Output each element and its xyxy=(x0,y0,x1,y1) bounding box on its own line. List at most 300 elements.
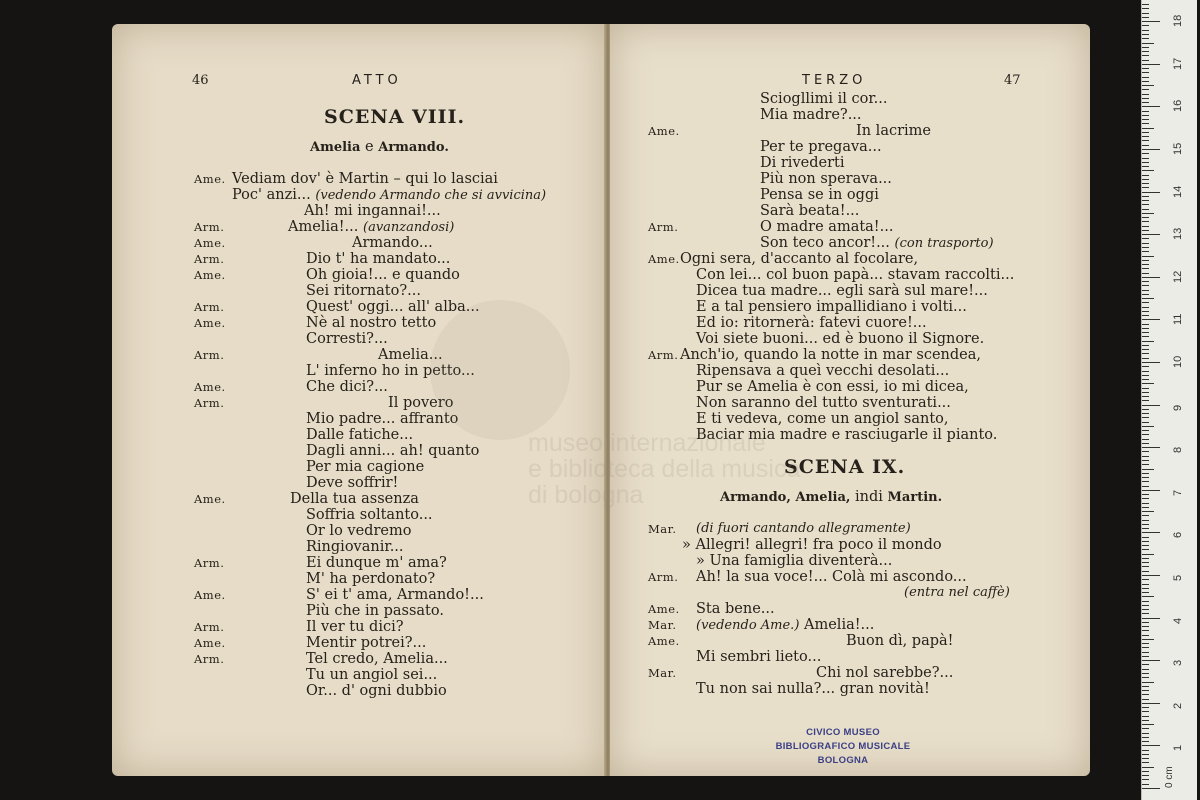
ruler-label: 12 xyxy=(1172,270,1184,283)
ruler-tick xyxy=(1142,34,1149,35)
cast-name: Armando. xyxy=(378,140,449,155)
speaker-label: Arm. xyxy=(194,556,225,570)
ruler-tick xyxy=(1142,720,1149,721)
verse-line: Tu non sai nulla?... gran novità! xyxy=(696,681,930,697)
ruler-tick xyxy=(1142,707,1149,708)
ruler-tick xyxy=(1142,153,1149,154)
speaker-label: Ame. xyxy=(194,492,226,506)
ruler-tick xyxy=(1142,400,1149,401)
stage-direction: (vedendo Armando che si avvicina) xyxy=(315,188,547,203)
verse-line: Ah! mi ingannai!... xyxy=(304,203,441,219)
ruler-label: 17 xyxy=(1172,57,1184,70)
ruler-tick xyxy=(1142,358,1149,359)
verse-line: L' inferno ho in petto... xyxy=(306,363,475,379)
ruler-tick xyxy=(1142,724,1154,725)
ruler-tick xyxy=(1142,541,1149,542)
ruler-tick xyxy=(1142,647,1149,648)
ruler-tick xyxy=(1142,4,1149,5)
ruler-tick xyxy=(1142,460,1149,461)
ruler-tick xyxy=(1142,686,1149,687)
ruler-tick xyxy=(1142,85,1154,86)
ruler-tick xyxy=(1142,728,1149,729)
cast-name: Amelia xyxy=(310,140,361,155)
watermark-text xyxy=(528,430,828,508)
ruler-tick xyxy=(1142,94,1149,95)
verse-line: Sta bene... xyxy=(696,601,775,617)
ruler-tick xyxy=(1142,775,1149,776)
ruler-label: 9 xyxy=(1172,404,1184,411)
verse-line: Ah! la sua voce!... Colà mi ascondo... xyxy=(696,569,967,585)
ruler-tick xyxy=(1142,711,1149,712)
verse-line: Più non sperava... xyxy=(760,171,892,187)
ruler-tick xyxy=(1142,383,1154,384)
verse-line: » Allegri! allegri! fra poco il mondo xyxy=(682,537,942,553)
verse-line: Ripensava a queì vecchi desolati... xyxy=(696,363,950,379)
ruler-tick xyxy=(1142,366,1149,367)
speaker-label: Arm. xyxy=(194,348,225,362)
ruler-tick xyxy=(1142,221,1149,222)
ruler-tick xyxy=(1142,319,1160,320)
ruler-tick xyxy=(1142,315,1149,316)
ruler-tick xyxy=(1142,204,1149,205)
ruler-tick xyxy=(1142,511,1154,512)
ruler-tick xyxy=(1142,281,1149,282)
ruler-tick xyxy=(1142,388,1149,389)
ruler-tick xyxy=(1142,699,1149,700)
ruler-tick xyxy=(1142,690,1149,691)
ruler-tick xyxy=(1142,183,1149,184)
ruler-tick xyxy=(1142,8,1149,9)
ruler-tick xyxy=(1142,618,1160,619)
stamp-line: BIBLIOGRAFICO MUSICALE xyxy=(775,741,911,752)
cast-name: Martin. xyxy=(887,490,943,505)
ruler-tick xyxy=(1142,630,1149,631)
ruler-tick xyxy=(1142,341,1154,342)
running-head-right: TERZO xyxy=(802,73,867,88)
verse-line: In lacrime xyxy=(856,123,931,139)
ruler-tick xyxy=(1142,226,1149,227)
ruler-tick xyxy=(1142,123,1149,124)
stage-direction: (entra nel caffè) xyxy=(904,585,1010,600)
verse-line: Ed io: ritornerà: fatevi cuore!... xyxy=(696,315,927,331)
ruler-tick xyxy=(1142,89,1149,90)
ruler-label: 5 xyxy=(1172,574,1184,581)
ruler-label: 6 xyxy=(1172,532,1184,539)
ruler-tick xyxy=(1142,145,1149,146)
ruler-tick xyxy=(1142,469,1154,470)
speaker-label: Arm. xyxy=(194,620,225,634)
ruler-tick xyxy=(1142,311,1149,312)
ruler-tick xyxy=(1142,503,1149,504)
ruler-tick xyxy=(1142,200,1149,201)
ruler-tick xyxy=(1142,149,1160,150)
verse-line: Mentir potrei?... xyxy=(306,635,427,651)
ruler-tick xyxy=(1142,336,1149,337)
verse-line: Or... d' ogni dubbio xyxy=(306,683,447,699)
speaker-label: Ame. xyxy=(194,172,226,186)
ruler-tick xyxy=(1142,166,1149,167)
stamp-line: CIVICO MUSEO xyxy=(806,727,880,738)
ruler-tick xyxy=(1142,524,1149,525)
verse-line: Sarà beata!... xyxy=(760,203,860,219)
ruler-tick xyxy=(1142,545,1149,546)
ruler-tick xyxy=(1142,264,1149,265)
ruler-tick xyxy=(1142,217,1149,218)
ruler-tick xyxy=(1142,750,1149,751)
ruler-tick xyxy=(1142,643,1149,644)
ruler-label: 13 xyxy=(1172,227,1184,241)
ruler-tick xyxy=(1142,507,1149,508)
ruler-tick xyxy=(1142,515,1149,516)
verse-line: Di rivederti xyxy=(760,155,845,171)
ruler-tick xyxy=(1142,277,1160,278)
ruler-tick xyxy=(1142,635,1149,636)
ruler-tick xyxy=(1142,38,1149,39)
ruler-tick xyxy=(1142,345,1149,346)
ruler-tick xyxy=(1142,592,1149,593)
verse-line: Dio t' ha mandato... xyxy=(306,251,451,267)
ruler-tick xyxy=(1142,520,1149,521)
verse-line: » Una famiglia diventerà... xyxy=(696,553,893,569)
ruler-tick xyxy=(1142,81,1149,82)
ruler-tick xyxy=(1142,247,1149,248)
ruler-tick xyxy=(1142,562,1149,563)
verse-line: E a tal pensiero impallidiano i volti... xyxy=(696,299,967,315)
ruler-tick xyxy=(1142,192,1160,193)
verse-line: Son teco ancor!... (con trasporto) xyxy=(760,235,994,251)
verse-line: M' ha perdonato? xyxy=(306,571,436,587)
ruler-tick xyxy=(1142,758,1149,759)
ruler-tick xyxy=(1142,733,1149,734)
ruler-tick xyxy=(1142,43,1154,44)
ruler-tick xyxy=(1142,434,1149,435)
ruler-tick xyxy=(1142,652,1149,653)
ruler-tick xyxy=(1142,298,1154,299)
stage-direction: (vedendo Ame.) xyxy=(696,618,800,633)
stamp-line: BOLOGNA xyxy=(817,755,869,766)
ruler-tick xyxy=(1142,196,1149,197)
ruler-tick xyxy=(1142,98,1149,99)
verse-line: O madre amata!... xyxy=(760,219,894,235)
speaker-label: Arm. xyxy=(194,252,225,266)
ruler-tick xyxy=(1142,537,1149,538)
ruler-tick xyxy=(1142,422,1149,423)
ruler-tick xyxy=(1142,243,1149,244)
verse-line: Quest' oggi... all' alba... xyxy=(306,299,480,315)
ruler-tick xyxy=(1142,111,1149,112)
ruler-tick xyxy=(1142,626,1149,627)
cast-conjunction: e xyxy=(365,139,374,155)
ruler-tick xyxy=(1142,375,1149,376)
ruler-tick xyxy=(1142,447,1160,448)
ruler-tick xyxy=(1142,741,1149,742)
verse-line: Poc' anzi... (vedendo Armando che si avvicina) xyxy=(232,187,547,203)
page-number-right: 47 xyxy=(1004,73,1021,88)
ruler-tick xyxy=(1142,566,1149,567)
verse-line: Anch'io, quando la notte in mar scendea, xyxy=(680,347,981,363)
ruler-tick xyxy=(1142,762,1149,763)
ruler-tick xyxy=(1142,77,1149,78)
ruler-tick xyxy=(1142,238,1149,239)
speaker-label: Arm. xyxy=(648,220,679,234)
speaker-label: Arm. xyxy=(194,220,225,234)
ruler-tick xyxy=(1142,290,1149,291)
ruler-tick xyxy=(1142,332,1149,333)
watermark-logo xyxy=(430,300,570,440)
verse-line: Con lei... col buon papà... stavam raccolti... xyxy=(696,267,1015,283)
ruler-tick xyxy=(1142,528,1149,529)
ruler-tick xyxy=(1142,294,1149,295)
ruler-tick xyxy=(1142,72,1149,73)
verse-line: Dagli anni... ah! quanto xyxy=(306,443,480,459)
ruler-tick xyxy=(1142,477,1149,478)
ruler-tick xyxy=(1142,532,1160,533)
ruler-label: 16 xyxy=(1172,100,1184,113)
ruler-tick xyxy=(1142,745,1160,746)
ruler-tick xyxy=(1142,456,1149,457)
ruler-tick xyxy=(1142,677,1149,678)
ruler-tick xyxy=(1142,464,1149,465)
ruler-label: 8 xyxy=(1172,447,1184,454)
ruler-tick xyxy=(1142,55,1149,56)
ruler-tick xyxy=(1142,622,1149,623)
verse-line: Mi sembri lieto... xyxy=(696,649,822,665)
verse-line: Ringiovanir... xyxy=(306,539,404,555)
ruler-tick xyxy=(1142,417,1149,418)
ruler-tick xyxy=(1142,187,1149,188)
ruler-tick xyxy=(1142,230,1149,231)
verse-line: Amelia... xyxy=(378,347,443,363)
verse-line: S' ei t' ama, Armando!... xyxy=(306,587,484,603)
ruler-tick xyxy=(1142,102,1149,103)
ruler-tick xyxy=(1142,60,1149,61)
ruler-label: 18 xyxy=(1172,14,1184,28)
verse-line: Che dici?... xyxy=(306,379,388,395)
right-page xyxy=(610,24,1090,776)
speaker-label: Ame. xyxy=(648,252,680,266)
ruler-tick xyxy=(1142,609,1149,610)
ruler-tick xyxy=(1142,273,1149,274)
ruler-tick xyxy=(1142,788,1160,789)
ruler-tick xyxy=(1142,13,1149,14)
ruler-tick xyxy=(1142,554,1154,555)
verse-line: Voi siete buoni... ed è buono il Signore. xyxy=(696,331,985,347)
scene-title-viii: SCENA VIII. xyxy=(324,106,466,128)
speaker-label: Ame. xyxy=(648,634,680,648)
verse-line: Della tua assenza xyxy=(290,491,419,507)
ruler-tick xyxy=(1142,703,1160,704)
speaker-label: Mar. xyxy=(648,666,677,680)
ruler-tick xyxy=(1142,673,1149,674)
ruler-tick xyxy=(1142,716,1149,717)
ruler-tick xyxy=(1142,170,1154,171)
running-head-left: ATTO xyxy=(352,73,402,88)
ruler-tick xyxy=(1142,353,1149,354)
ruler-tick xyxy=(1142,30,1149,31)
ruler-tick xyxy=(1142,106,1160,107)
ruler-tick xyxy=(1142,260,1149,261)
ruler-tick xyxy=(1142,613,1149,614)
ruler-tick xyxy=(1142,285,1149,286)
ruler-tick xyxy=(1142,128,1154,129)
ruler-tick xyxy=(1142,328,1149,329)
ruler-tick xyxy=(1142,234,1160,235)
ruler-tick xyxy=(1142,136,1149,137)
speaker-label: Mar. xyxy=(648,618,677,632)
ruler-tick xyxy=(1142,396,1149,397)
ruler-label: 4 xyxy=(1172,617,1184,624)
verse-line: Oh gioia!... e quando xyxy=(306,267,460,283)
speaker-label: Ame. xyxy=(194,380,226,394)
ruler-tick xyxy=(1142,737,1149,738)
ruler-tick xyxy=(1142,549,1149,550)
ruler-label: 2 xyxy=(1172,702,1184,709)
speaker-label: Ame. xyxy=(194,636,226,650)
stage-direction: (con trasporto) xyxy=(894,236,994,251)
ruler-tick xyxy=(1142,413,1149,414)
ruler-tick xyxy=(1142,251,1149,252)
ruler-tick xyxy=(1142,486,1149,487)
verse-line: Deve soffrir! xyxy=(306,475,399,491)
speaker-label: Ame. xyxy=(648,124,680,138)
ruler-tick xyxy=(1142,307,1149,308)
ruler-tick xyxy=(1142,51,1149,52)
ruler-tick xyxy=(1142,779,1149,780)
ruler-label: 7 xyxy=(1172,489,1184,496)
measurement-ruler xyxy=(1141,0,1197,800)
ruler-tick xyxy=(1142,25,1149,26)
verse-line: Corresti?... xyxy=(306,331,388,347)
ruler-label: 11 xyxy=(1172,313,1184,326)
ruler-tick xyxy=(1142,694,1149,695)
ruler-tick xyxy=(1142,349,1149,350)
ruler-tick xyxy=(1142,601,1149,602)
speaker-label: Arm. xyxy=(648,348,679,362)
ruler-tick xyxy=(1142,140,1149,141)
speaker-label: Arm. xyxy=(648,570,679,584)
ruler-tick xyxy=(1142,558,1149,559)
ruler-tick xyxy=(1142,405,1160,406)
ruler-tick xyxy=(1142,443,1149,444)
speaker-label: Mar. xyxy=(648,522,677,536)
ruler-tick xyxy=(1142,426,1154,427)
ruler-tick xyxy=(1142,588,1149,589)
verse-line: Mio padre... affranto xyxy=(306,411,459,427)
verse-line: Tu un angiol sei... xyxy=(306,667,438,683)
ruler-tick xyxy=(1142,771,1149,772)
speaker-label: Ame. xyxy=(194,316,226,330)
ruler-tick xyxy=(1142,605,1149,606)
speaker-label: Ame. xyxy=(194,236,226,250)
verse-line: Or lo vedremo xyxy=(306,523,412,539)
ruler-tick xyxy=(1142,439,1149,440)
cast-conjunction: indi xyxy=(855,489,883,505)
ruler-tick xyxy=(1142,64,1160,65)
ruler-tick xyxy=(1142,490,1160,491)
verse-line: E ti vedeva, come un angiol santo, xyxy=(696,411,949,427)
ruler-tick xyxy=(1142,579,1149,580)
page-number-left: 46 xyxy=(192,73,209,88)
verse-line: Sciogllimi il cor... xyxy=(760,91,888,107)
ruler-tick xyxy=(1142,494,1149,495)
ruler-tick xyxy=(1142,302,1149,303)
watermark-line: e biblioteca della musica xyxy=(528,455,801,483)
stage-direction: (di fuori cantando allegramente) xyxy=(696,521,911,536)
verse-line: Vediam dov' è Martin – qui lo lasciai xyxy=(232,171,498,187)
ruler-tick xyxy=(1142,47,1149,48)
verse-line: (vedendo Ame.) Amelia!... xyxy=(696,617,875,633)
verse-line: Tel credo, Amelia... xyxy=(306,651,448,667)
ruler-tick xyxy=(1142,660,1160,661)
ruler-tick xyxy=(1142,213,1154,214)
ruler-tick xyxy=(1142,158,1149,159)
scene-title-ix: SCENA IX. xyxy=(784,456,906,478)
verse-line: Non saranno del tutto sventurati... xyxy=(696,395,951,411)
verse-line: Dicea tua madre... egli sarà sul mare!... xyxy=(696,283,988,299)
verse-line: Buon dì, papà! xyxy=(846,633,954,649)
verse-line: Ogni sera, d'accanto al focolare, xyxy=(680,251,919,267)
ruler-tick xyxy=(1142,664,1149,665)
ruler-tick xyxy=(1142,575,1160,576)
ruler-tick xyxy=(1142,639,1154,640)
verse-line: Il ver tu dici? xyxy=(306,619,404,635)
scene-cast-viii xyxy=(310,140,449,155)
ruler-label: 1 xyxy=(1172,745,1184,752)
speaker-label: Arm. xyxy=(194,396,225,410)
ruler-tick xyxy=(1142,362,1160,363)
ruler-tick xyxy=(1142,596,1154,597)
ruler-tick xyxy=(1142,115,1149,116)
ruler-tick xyxy=(1142,656,1149,657)
verse-line: Più che in passato. xyxy=(306,603,444,619)
ruler-tick xyxy=(1142,498,1149,499)
cast-name: Amelia, xyxy=(795,490,851,505)
cast-name: Armando, xyxy=(720,490,791,505)
ruler-tick xyxy=(1142,784,1149,785)
ruler-tick xyxy=(1142,209,1149,210)
speaker-label: Ame. xyxy=(194,268,226,282)
verse-line: Pensa se in oggi xyxy=(760,187,879,203)
verse-line: Amelia!... (avanzandosi) xyxy=(288,219,455,235)
speaker-label: Ame. xyxy=(194,588,226,602)
library-stamp xyxy=(770,726,916,768)
verse-line: Baciar mia madre e rasciugarle il pianto. xyxy=(696,427,998,443)
verse-line: Dalle fatiche... xyxy=(306,427,414,443)
verse-line: Ei dunque m' ama? xyxy=(306,555,447,571)
ruler-tick xyxy=(1142,379,1149,380)
ruler-tick xyxy=(1142,68,1149,69)
ruler-tick xyxy=(1142,767,1154,768)
speaker-label: Arm. xyxy=(194,300,225,314)
stage-direction: (avanzandosi) xyxy=(363,220,455,235)
ruler-label: 15 xyxy=(1172,142,1184,155)
speaker-label: Ame. xyxy=(648,602,680,616)
ruler-tick xyxy=(1142,430,1149,431)
ruler-tick xyxy=(1142,162,1149,163)
verse-line: Armando... xyxy=(352,235,433,251)
ruler-tick xyxy=(1142,584,1149,585)
ruler-tick xyxy=(1142,409,1149,410)
ruler-tick xyxy=(1142,669,1149,670)
ruler-tick xyxy=(1142,371,1149,372)
verse-line: Per mia cagione xyxy=(306,459,425,475)
ruler-tick xyxy=(1142,17,1149,18)
ruler-unit: 0 cm xyxy=(1164,766,1175,788)
ruler-label: 10 xyxy=(1172,355,1184,368)
ruler-tick xyxy=(1142,179,1149,180)
verse-line: Soffria soltanto... xyxy=(306,507,433,523)
verse-line: Sei ritornato?... xyxy=(306,283,421,299)
